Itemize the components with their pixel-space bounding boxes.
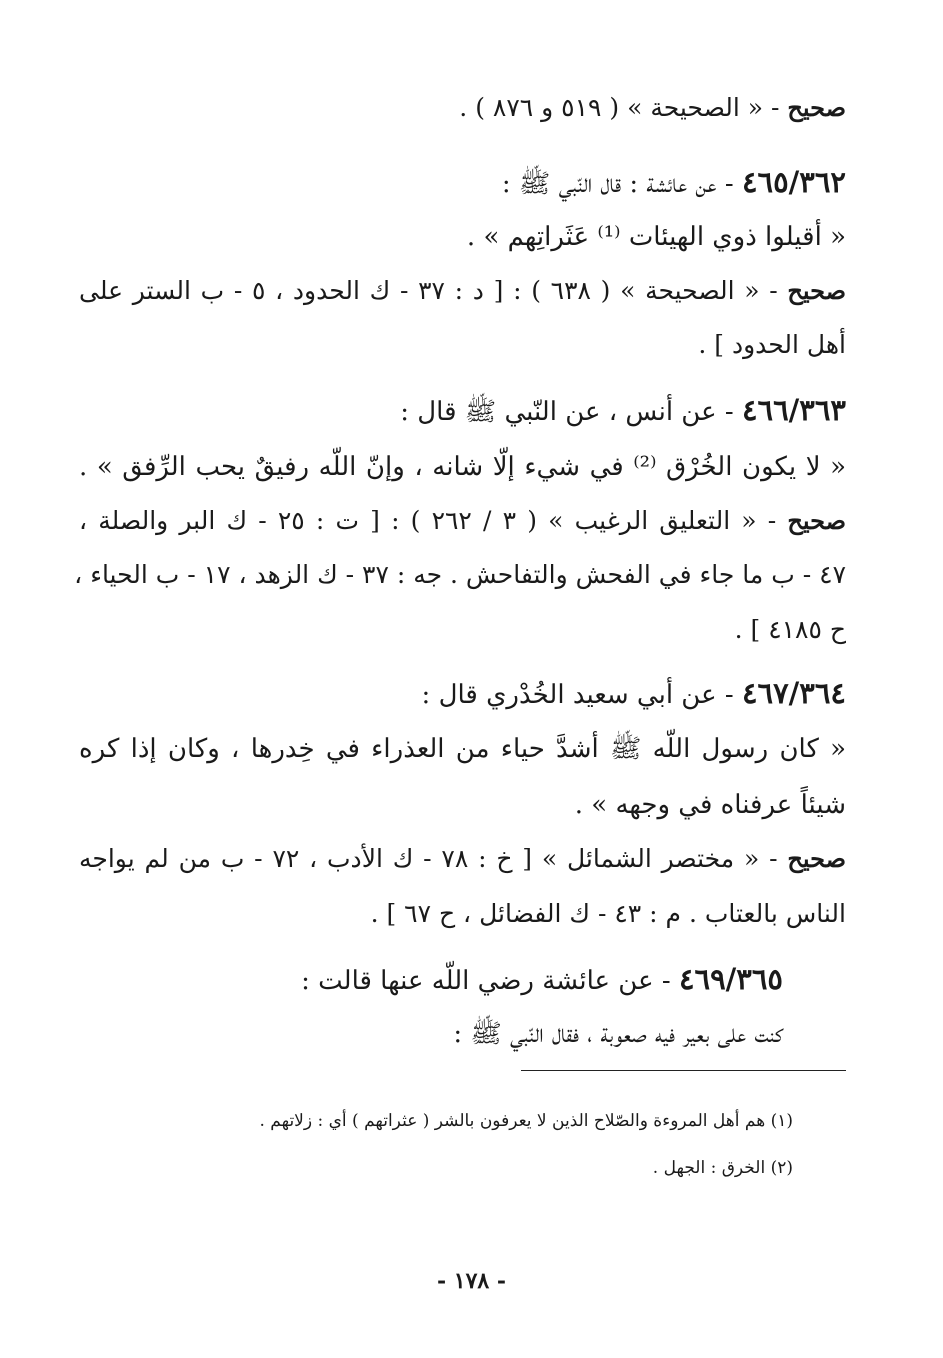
footnote-separator [521,1070,846,1071]
grade-line [79,841,846,877]
hadith-narrator: - عن عائشة رضي اللّه عنها قالت : [301,966,679,996]
hadith-narrator: - عن أنس ، عن النّبي ﷺ قال : [400,397,742,427]
hadith-text: « أقيلوا ذوي الهيئات ⁽¹⁾ عَثَراتِهم » . [466,222,846,252]
grade-continuation: الناس بالعتاب . م : ٤٣ - ك الفضائل ، ح ٦٧ ] . [370,899,846,928]
grade-source: - « التعليق الرغيب » ( ٣ / ٢٦٢ ) : [ ت : ٢٥ - ك البر والصلة ، [79,506,788,535]
hadith-number: ٤٦٩/٣٦٥ [678,962,783,996]
grade-label: صحيح [787,93,846,122]
hadith-number: ٤٦٥/٣٦٢ [741,165,846,199]
hadith-narrator: - عن أبي سعيد الخُدْري قال : [421,680,742,710]
grade-line [79,273,846,309]
hadith-number: ٤٦٦/٣٦٣ [741,393,846,427]
grade-continuation: ٤٧ - ب ما جاء في الفحش والتفاحش . جه : ٣٧ - ك الزهد ، ١٧ - ب الحياء ، [74,560,846,589]
hadith-text: كنت على بعير فيه صعوبة ، فقال النّبي ﷺ : [453,1019,783,1049]
grade-line [459,90,846,126]
footnote-2: (٢) الخرق : الجهل . [652,1158,793,1178]
grade-source: - « مختصر الشمائل » [ خ : ٧٨ - ك الأدب ، ٧٢ - ب من لم يواجه [79,844,788,873]
hadith-text: « لا يكون الخُرْق ⁽²⁾ في شيء إلّا شانه ، وإنّ اللّه رفيقٌ يحب الرِّفق » . [79,452,846,482]
grade-continuation: أهل الحدود ] . [698,330,846,359]
hadith-text-continuation: شيئاً عرفناه في وجهه » . [574,790,846,820]
grade-continuation: ح ٤١٨٥ ] . [734,615,846,644]
hadith-header [301,961,783,999]
hadith-text: « كان رسول اللّه ﷺ أشدَّ حياء من العذراء في خِدرها ، وكان إذا كره [79,734,846,764]
grade-label: صحيح [787,276,847,305]
grade-label: صحيح [787,506,846,535]
page-number: - ١٧٨ - [436,1268,507,1294]
grade-source: - « الصحيحة » ( ٦٣٨ ) : [ د : ٣٧ - ك الحدود ، ٥ - ب الستر على [79,276,788,305]
hadith-header [400,392,846,430]
hadith-narrator: - عن عائشة : قال النّبي ﷺ : [501,169,742,199]
grade-label: صحيح [787,844,847,873]
hadith-number: ٤٦٧/٣٦٤ [741,676,846,710]
grade-line [79,503,846,539]
footnote-1: (١) هم أهل المروءة والصّلاح الذين لا يعرفون بالشر ( عثراتهم ) أي : زلاتهم . [259,1111,793,1131]
grade-source: - « الصحيحة » ( ٥١٩ و ٨٧٦ ) . [459,93,788,122]
hadith-header [502,164,846,202]
hadith-header [422,675,846,713]
